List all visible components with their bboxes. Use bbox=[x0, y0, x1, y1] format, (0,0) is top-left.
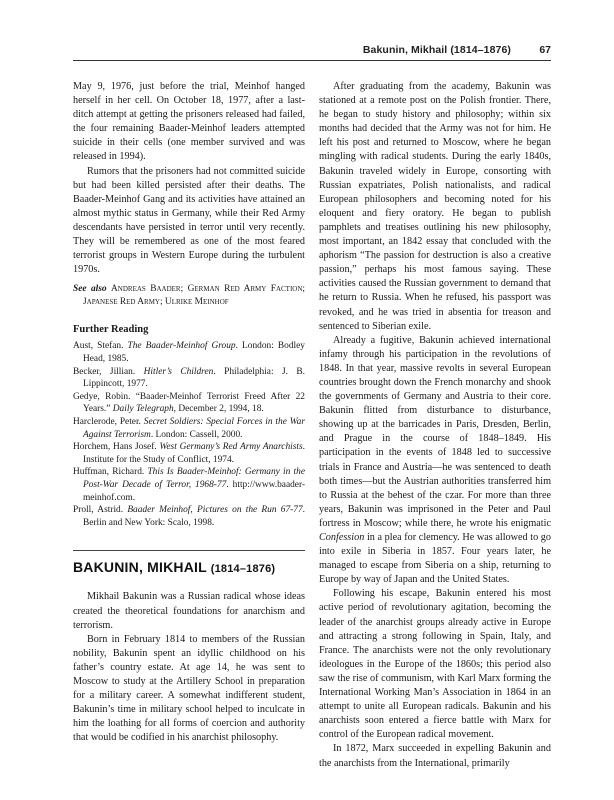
entry-body bbox=[73, 590, 305, 745]
paragraph: In 1872, Marx succeeded in expelling Bakunin and the anarchists from the International, primarily bbox=[319, 743, 551, 769]
entry-title bbox=[73, 560, 305, 576]
reference-item: Becker, Jillian. Hitler’s Children. Philadelphia: J. B. Lippincott, 1977. bbox=[73, 366, 306, 390]
paragraph: Mikhail Bakunin was a Russian radical whose ideas created the theoretical foundations for anarchism and terrorism. bbox=[73, 591, 305, 631]
paragraph: Following his escape, Bakunin entered his most active period of revolutionary agitation, becoming the leader of the anarchist groups already active in Europe and attracting a strong following in Spain, Italy, and France. The anarchists were not the only revolutionary ideologues in the Europe of the 1860s; this period also saw the rise of communism, with Karl Marx forming the International Working Man’s Association in 1864 in an attempt to unite all European radicals. Bakunin and his anarchists soon entered a fierce battle with Marx for control of the European radical movement. bbox=[319, 588, 551, 741]
see-also bbox=[73, 283, 305, 309]
italic-title: Confession bbox=[319, 532, 365, 543]
reference-item: Harclerode, Peter. Secret Soldiers: Special Forces in the War Against Terrorism. London: Cassell, 2000. bbox=[73, 416, 305, 440]
entry-name: BAKUNIN, MIKHAIL bbox=[73, 559, 207, 576]
see-also-references: Andreas Baader; German Red Army Faction; Japanese Red Army; Ulrike Meinhof bbox=[83, 284, 305, 308]
further-reading-heading: Further Reading bbox=[73, 324, 149, 336]
reference-item: Horchem, Hans Josef. West Germany’s Red Army Anarchists. Institute for the Study of Conflict, 1974. bbox=[73, 442, 305, 465]
paragraph: Born in February 1814 to members of the Russian nobility, Bakunin spent an idyllic childhood on his father’s country estate. At age 14, he was sent to Moscow to study at the Artillery School in preparation for a military career. A somewhat indifferent student, Bakunin’s time in military school helped to inculcate in him the loathing for all forms of coercion and authority that would be codified in his anarchist philosophy. bbox=[73, 633, 305, 744]
paragraph: Rumors that the prisoners had not committed suicide but had been killed persisted after their deaths. The Baader-Meinhof Gang and its activities have attained an almost mythic status in Germany, while their Red Army descendants have persisted in terror until very recently. They will be remembered as one of the most feared terrorist groups in Western Europe during the turbulent 1970s. bbox=[73, 165, 305, 276]
paragraph: May 9, 1976, just before the trial, Meinhof hanged herself in her cell. On October 18, 1977, after a last-ditch attempt at getting the prisoners released had failed, the four remaining Baader-Meinhof leaders attempted suicide in their cells (one member survived and was released in 1994). bbox=[73, 81, 305, 163]
page-header bbox=[73, 44, 551, 61]
reference-item: Aust, Stefan. The Baader-Meinhof Group. London: Bodley Head, 1985. bbox=[73, 341, 305, 364]
reference-item: Huffman, Richard. This Is Baader-Meinhof: Germany in the Post-War Decade of Terror, 1968-77. http://www.baader-meinhof.com. bbox=[73, 467, 306, 503]
paragraph: After graduating from the academy, Bakunin was stationed at a remote post on the Polish frontier. There, he began to study history and philosophy; within six months had decided that the Army was not for him. He left his post and returned to Moscow, where he began mingling with radical students. During the early 1840s, Bakunin traveled widely in Europe, consorting with Russian expatriates, Polish nationalists, and radical European philosophers and becoming noted for his eloquent and fiery oratory. He began to publish pamphlets and treatises outlining his new philosophy, most important, an 1842 essay that concluded with the aphorism “The passion for destruction is also a creative passion,” perhaps his most famous saying. These activities caused the Russian government to demand that he return to Russia. When he refused, his passport was revoked, and he was tried in absentia for treason and sentenced to Siberian exile. bbox=[319, 81, 551, 332]
reference-item: Gedye, Robin. “Baader-Meinhof Terrorist Freed After 22 Years.” Daily Telegraph, December 2, 1994, 18. bbox=[73, 391, 305, 415]
entry-divider bbox=[73, 550, 305, 551]
further-reading-list bbox=[73, 340, 305, 529]
right-column bbox=[319, 80, 551, 771]
left-column bbox=[73, 80, 305, 745]
page-number: 67 bbox=[539, 44, 551, 56]
running-head: Bakunin, Mikhail (1814–1876) bbox=[362, 44, 511, 56]
see-also-label: See also bbox=[73, 284, 107, 295]
entry-dates: (1814–1876) bbox=[210, 563, 276, 576]
reference-item: Proll, Astrid. Baader Meinhof, Pictures on the Run 67-77. Berlin and New York: Scalo, 1998. bbox=[73, 505, 305, 528]
paragraph: Already a fugitive, Bakunin achieved international infamy through his participation in the revolutions of 1848. In that year, massive revolts in several European countries brought down the French monarchy and shook the governments of Germany and Austria to their core. Bakunin flitted from disturbance to disturbance, showing up at the barricades in Paris, Dresden, Berlin, and Prague in the course of 1848–1849. His participation in the events of 1848 led to successive trials in France and Austria—he was sentenced to death both times—but the Austrian authorities transferred him to Russia at the behest of the czar. For more than three years, Bakunin was imprisoned in the Peter and Paul fortress in Moscow; while there, he wrote his enigmatic Confession in a plea for clemency. He was allowed to go into exile in Siberia in 1857. Four years later, he managed to escape from Siberia on a ship, returning to Europe by way of Japan and the United States. bbox=[319, 334, 551, 586]
